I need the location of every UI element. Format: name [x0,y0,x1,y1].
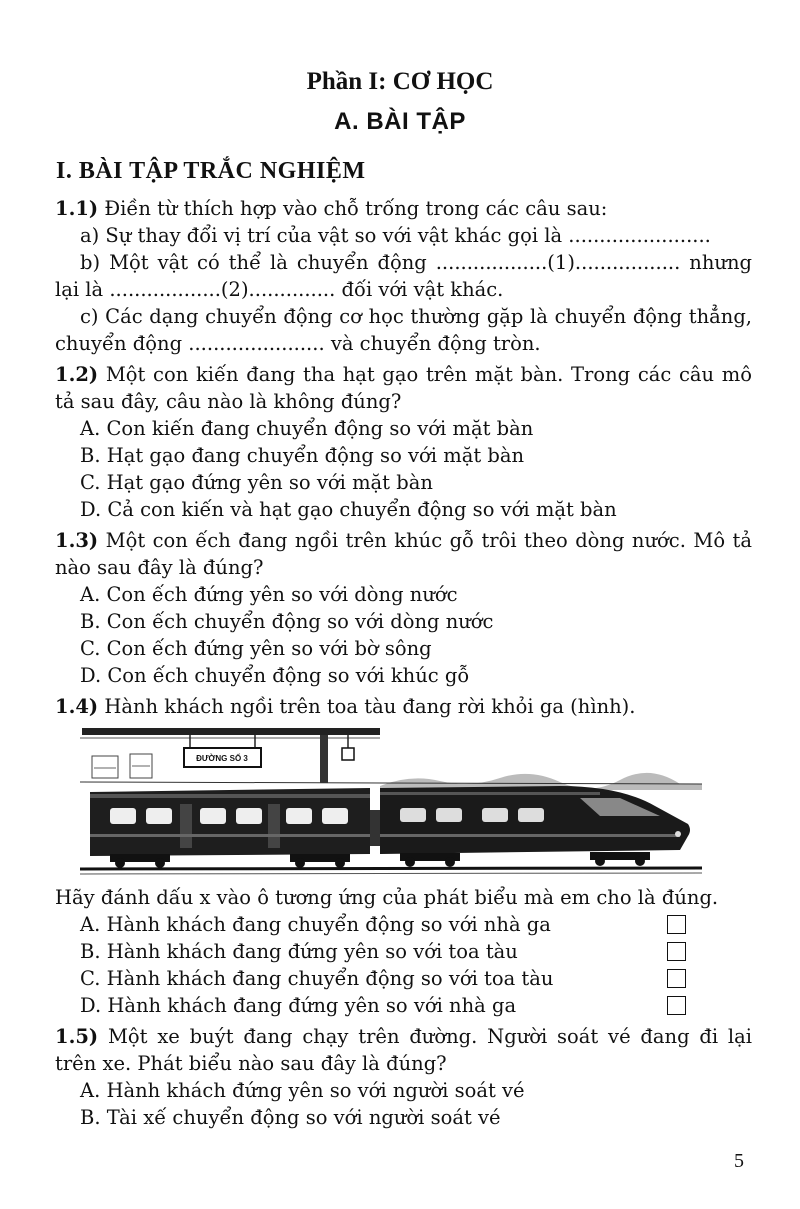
question-text: Hành khách ngồi trên toa tàu đang rời khỏi ga (hình). [98,695,636,718]
option-a: A. Hành khách đứng yên so với người soát vé [80,1079,525,1102]
part-title: Phần I: CƠ HỌC [306,68,494,95]
question-text: Một con ếch đang ngồi trên khúc gỗ trôi theo dòng nước. Mô tả nào sau đây là đúng? [55,529,752,579]
option-d: D. Hành khách đang đứng yên so với nhà ga [80,994,517,1017]
sub-item-b: b) Một vật có thể là chuyển động ..................(1)................. nhưng lại là ..................(2).............. đối với vật khác. [55,251,752,301]
question-1-5 [55,1023,752,1131]
subsection-title: I. BÀI TẬP TRẮC NGHIỆM [56,158,366,184]
option-b: B. Hành khách đang đứng yên so với toa tàu [80,940,518,963]
option-a: A. Hành khách đang chuyển động so với nhà ga [80,913,551,936]
option-b: B. Tài xế chuyển động so với người soát vé [80,1106,501,1129]
checkbox-option-c [55,965,752,992]
option-a: A. Con ếch đứng yên so với dòng nước [80,583,458,606]
question-1-4 [55,693,752,1019]
checkbox-c[interactable] [667,969,686,988]
question-number: 1.1) [55,197,99,220]
roof-pillar [320,735,328,783]
question-number: 1.4) [55,695,99,718]
checkbox-option-a [55,911,752,938]
checkbox-a[interactable] [667,915,686,934]
option-c: C. Hành khách đang chuyển động so với toa tàu [80,967,554,990]
question-1-1 [55,195,752,357]
platform-sign-text: ĐƯỜNG SỐ 3 [196,754,248,763]
train-station-illustration [80,726,702,878]
option-b: B. Hạt gạo đang chuyển động so với mặt bàn [80,444,525,467]
checkbox-d[interactable] [667,996,686,1015]
question-1-2 [55,361,752,523]
option-d: D. Cả con kiến và hạt gạo chuyển động so với mặt bàn [80,498,617,521]
rail-track [80,868,702,869]
option-d: D. Con ếch chuyển động so với khúc gỗ [80,664,470,687]
checkbox-b[interactable] [667,942,686,961]
option-b: B. Con ếch chuyển động so với dòng nước [80,610,494,633]
station-roof [82,728,380,735]
exercise-list [55,195,752,1131]
question-number: 1.5) [55,1025,99,1048]
checkbox-option-b [55,938,752,965]
instruction-text: Hãy đánh dấu x vào ô tương ứng của phát biểu mà em cho là đúng. [55,886,719,909]
checkbox-option-d [55,992,752,1019]
question-text: Một xe buýt đang chạy trên đường. Người soát vé đang đi lại trên xe. Phát biểu nào sau đây là đúng? [55,1025,752,1075]
option-c: C. Hạt gạo đứng yên so với mặt bàn [80,471,433,494]
hanging-lamp [342,748,354,760]
question-text: Một con kiến đang tha hạt gạo trên mặt bàn. Trong các câu mô tả sau đây, câu nào là không đúng? [55,363,752,413]
sub-item-a: a) Sự thay đổi vị trí của vật so với vật khác gọi là ....................... [80,224,711,247]
question-number: 1.2) [55,363,99,386]
option-a: A. Con kiến đang chuyển động so với mặt bàn [80,417,534,440]
question-number: 1.3) [55,529,99,552]
question-1-3 [55,527,752,689]
train-illustration-svg [80,726,702,878]
question-text: Điền từ thích hợp vào chỗ trống trong các câu sau: [98,197,608,220]
page-number: 5 [734,1150,744,1172]
option-c: C. Con ếch đứng yên so với bờ sông [80,637,432,660]
sub-item-c: c) Các dạng chuyển động cơ học thường gặp là chuyển động thẳng, chuyển động ...................... và chuyển động tròn. [55,305,752,355]
section-title: A. BÀI TẬP [334,108,466,135]
